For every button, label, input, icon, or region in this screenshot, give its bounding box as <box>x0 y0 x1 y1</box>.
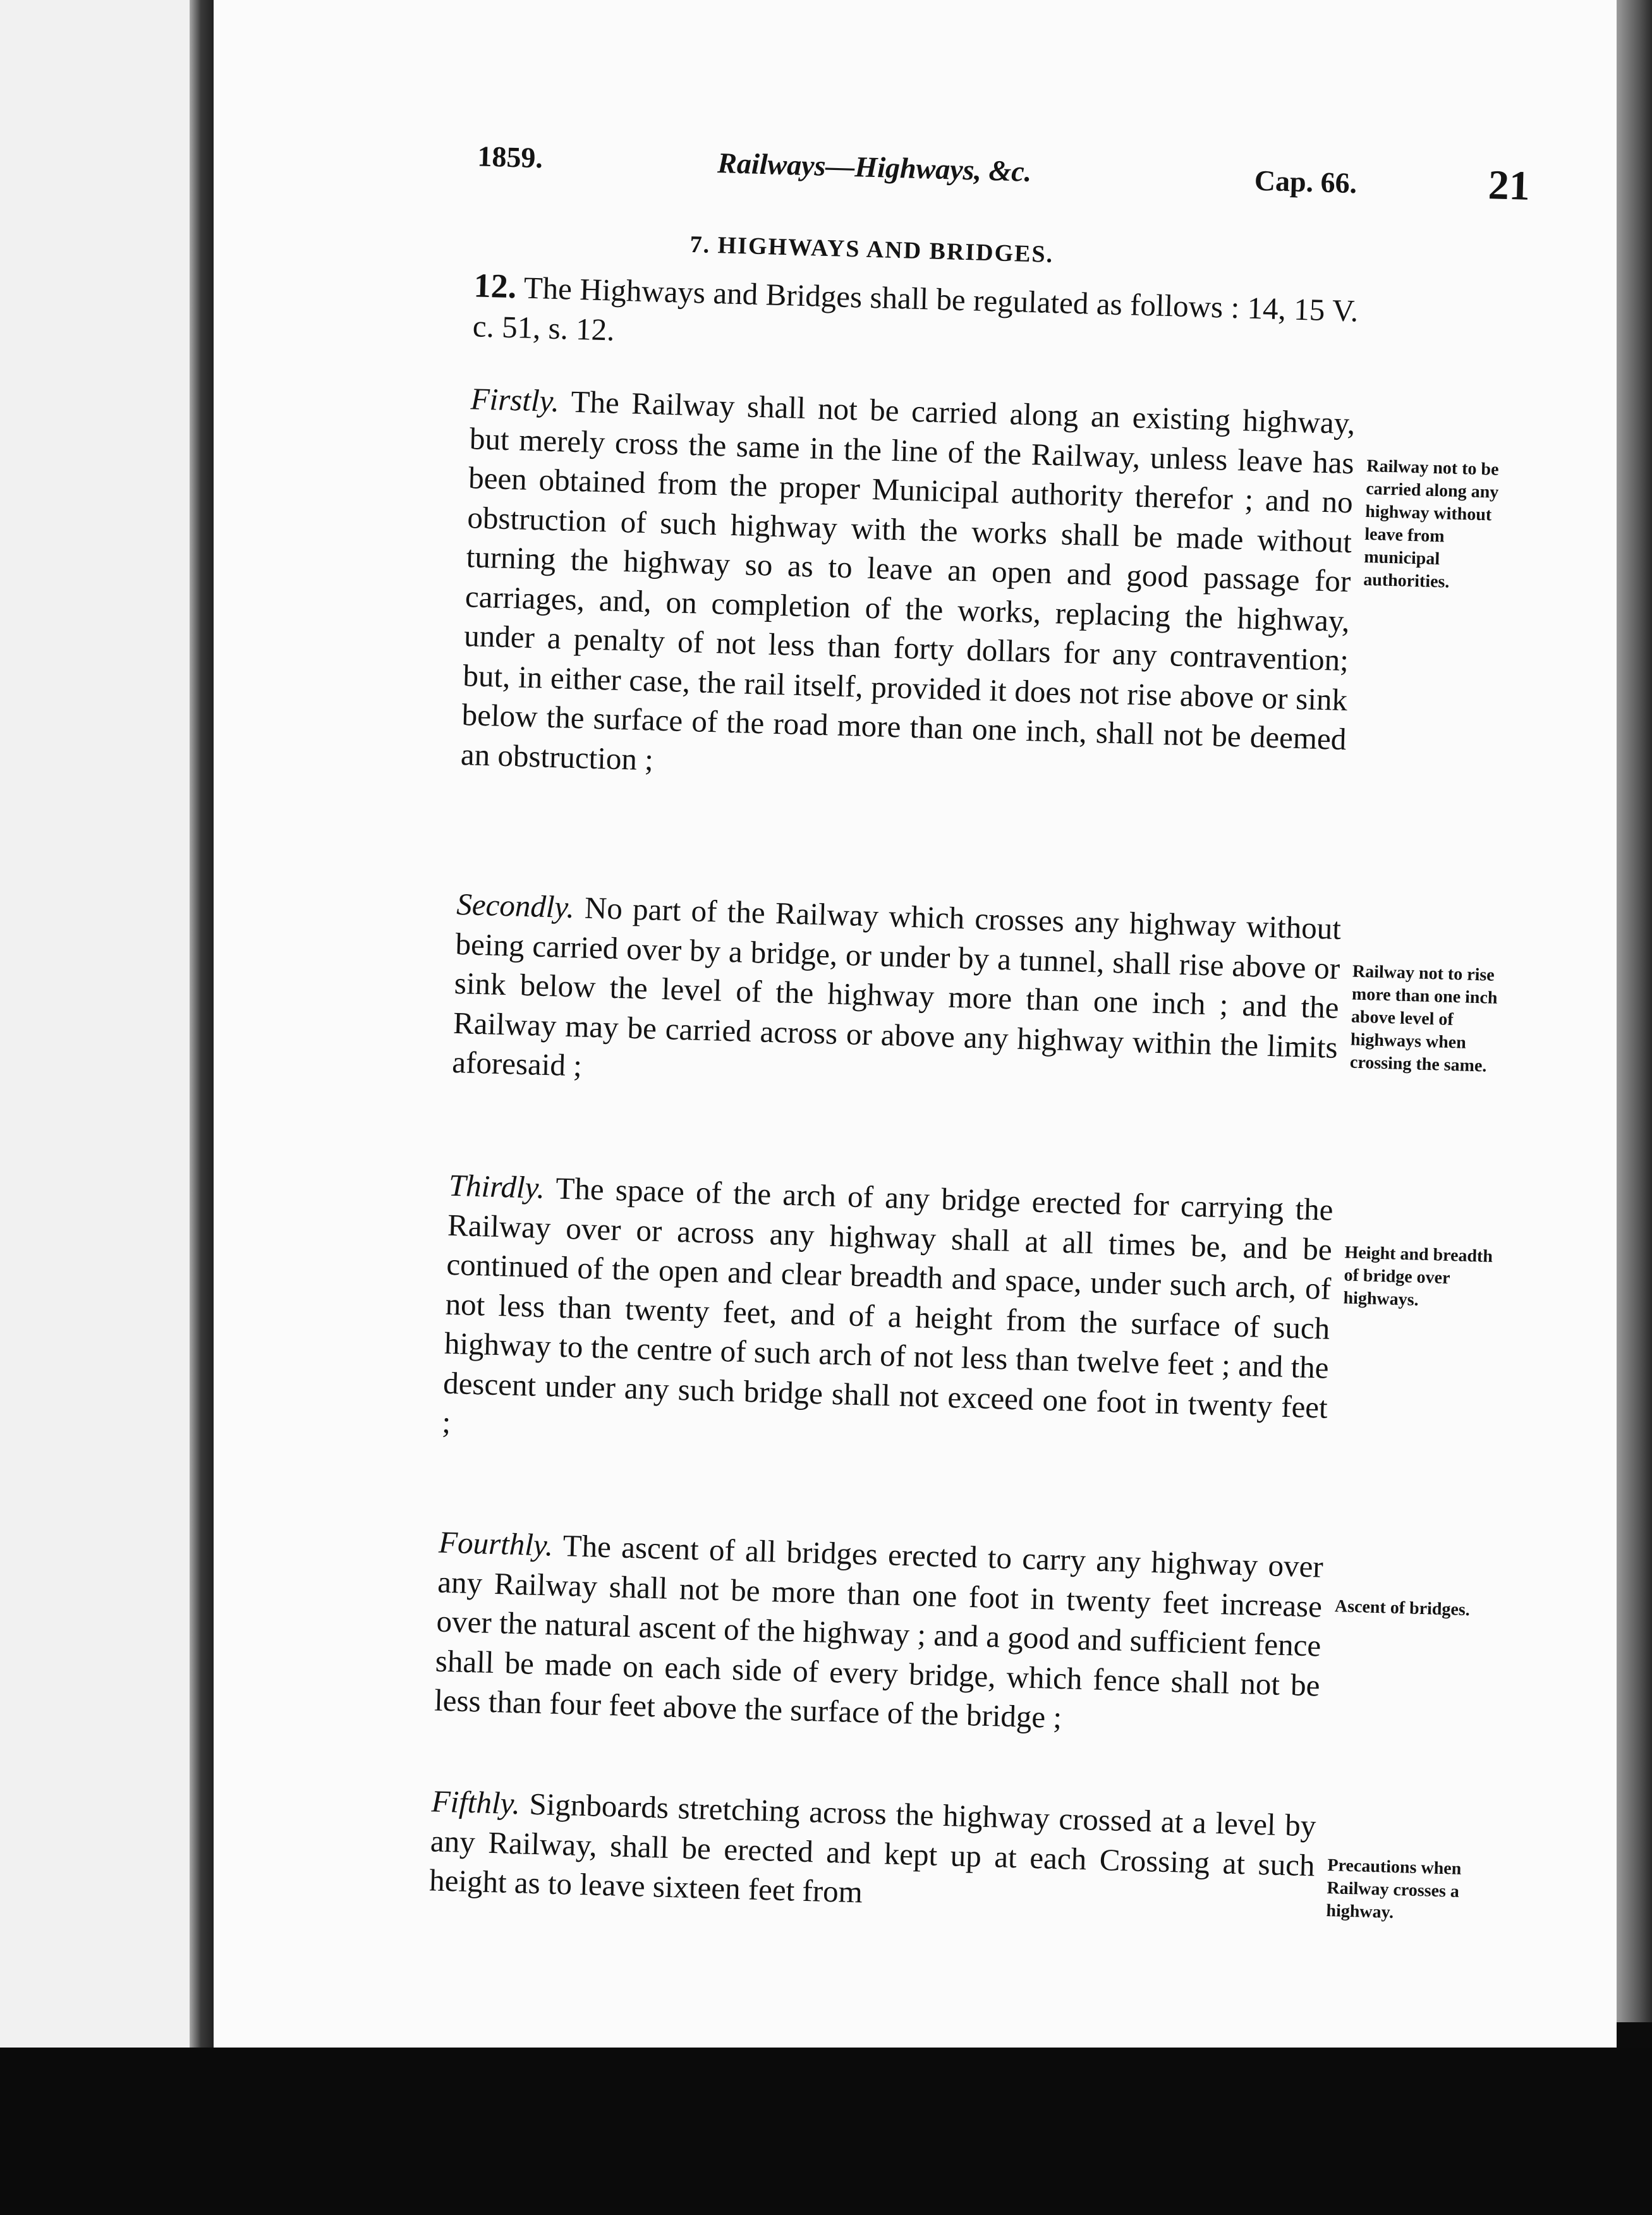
book-gutter <box>190 0 215 2048</box>
running-head-title: Railways—Highways, &c. <box>717 147 1032 188</box>
clause-lead: Fourthly. <box>438 1524 554 1563</box>
running-head-chapter: Cap. 66. <box>1254 164 1357 200</box>
clause-fifthly <box>428 1781 1316 1925</box>
page-edge <box>1617 0 1652 2022</box>
intro-text: The Highways and Bridges shall be regulated as follows : 14, 15 V. c. 51, s. 12. <box>472 270 1359 348</box>
scan-background <box>0 2048 1652 2215</box>
document-page <box>214 0 1617 2048</box>
running-head <box>477 133 1565 214</box>
margin-note: Height and breadth of bridge over highways. <box>1343 1242 1493 1310</box>
section-heading: 7. HIGHWAYS AND BRIDGES. <box>689 231 1054 268</box>
facing-page <box>0 0 197 2048</box>
clause-text: The Railway shall not be carried along an existing highway, but merely cross the same in the line of the Railway, unless leave has been obtained from the proper Municipal authority therefor ; and no obstruction of such highway with the works shall be made without turning the highway so as to leave an open and good passage for carriages, and, on completion of the works, replacing the highway, under a penalty of not less than forty dollars for any contravention; but, in either case, the rail itself, provided it does not rise above or sink below the surface of the road more than one inch, shall not be deemed an obstruction ; <box>460 384 1356 777</box>
clause-secondly <box>452 885 1342 1107</box>
clause-text: The ascent of all bridges erected to carry any highway over any Railway shall not be more than one foot in twenty feet increase over the natural ascent of the highway ; and a good and sufficient fence shall be made on each side of every bridge, which fence shall not be less than four feet above the surface of the bridge ; <box>434 1528 1324 1735</box>
clause-firstly <box>460 379 1356 799</box>
clause-fourthly <box>434 1523 1323 1745</box>
clause-lead: Fifthly. <box>431 1783 521 1821</box>
clause-lead: Thirdly. <box>448 1167 545 1206</box>
page-content <box>214 0 1617 2048</box>
clause-thirdly <box>442 1166 1334 1467</box>
clause-lead: Firstly. <box>470 381 560 419</box>
clause-text: No part of the Railway which crosses any highway without being carried over by a bridge, or under by a tunnel, shall rise above or sink below the level of the highway more than one inch ; and the Railway may be carried across or above any highway within the limits aforesaid ; <box>451 890 1342 1083</box>
intro-paragraph <box>472 265 1359 370</box>
margin-note: Ascent of bridges. <box>1334 1596 1471 1620</box>
margin-note: Precautions when Railway crosses a highway. <box>1326 1855 1462 1922</box>
clause-text: Signboards stretching across the highway crossed at a level by any Railway, shall be erected and kept up at each Crossing at such height as to leave sixteen feet from <box>428 1786 1317 1910</box>
running-head-year: 1859. <box>477 140 544 174</box>
page-number: 21 <box>1487 162 1531 209</box>
clause-text: The space of the arch of any bridge erected for carrying the Railway over or across any highway shall at all times be, and be continued of the open and clear breadth and space, under such arch, of not less than twenty feet, and of a height from the surface of such highway to the centre of such arch of not less than twelve feet ; and the descent under any such bridge shall not exceed one foot in twenty feet ; <box>441 1170 1334 1440</box>
clause-lead: Secondly. <box>456 886 575 925</box>
section-number: 12. <box>473 266 518 306</box>
margin-note: Railway not to be carried along any highway without leave from municipal authorities. <box>1363 456 1499 592</box>
margin-note: Railway not to rise more than one inch above level of highways when crossing the same. <box>1349 961 1498 1076</box>
